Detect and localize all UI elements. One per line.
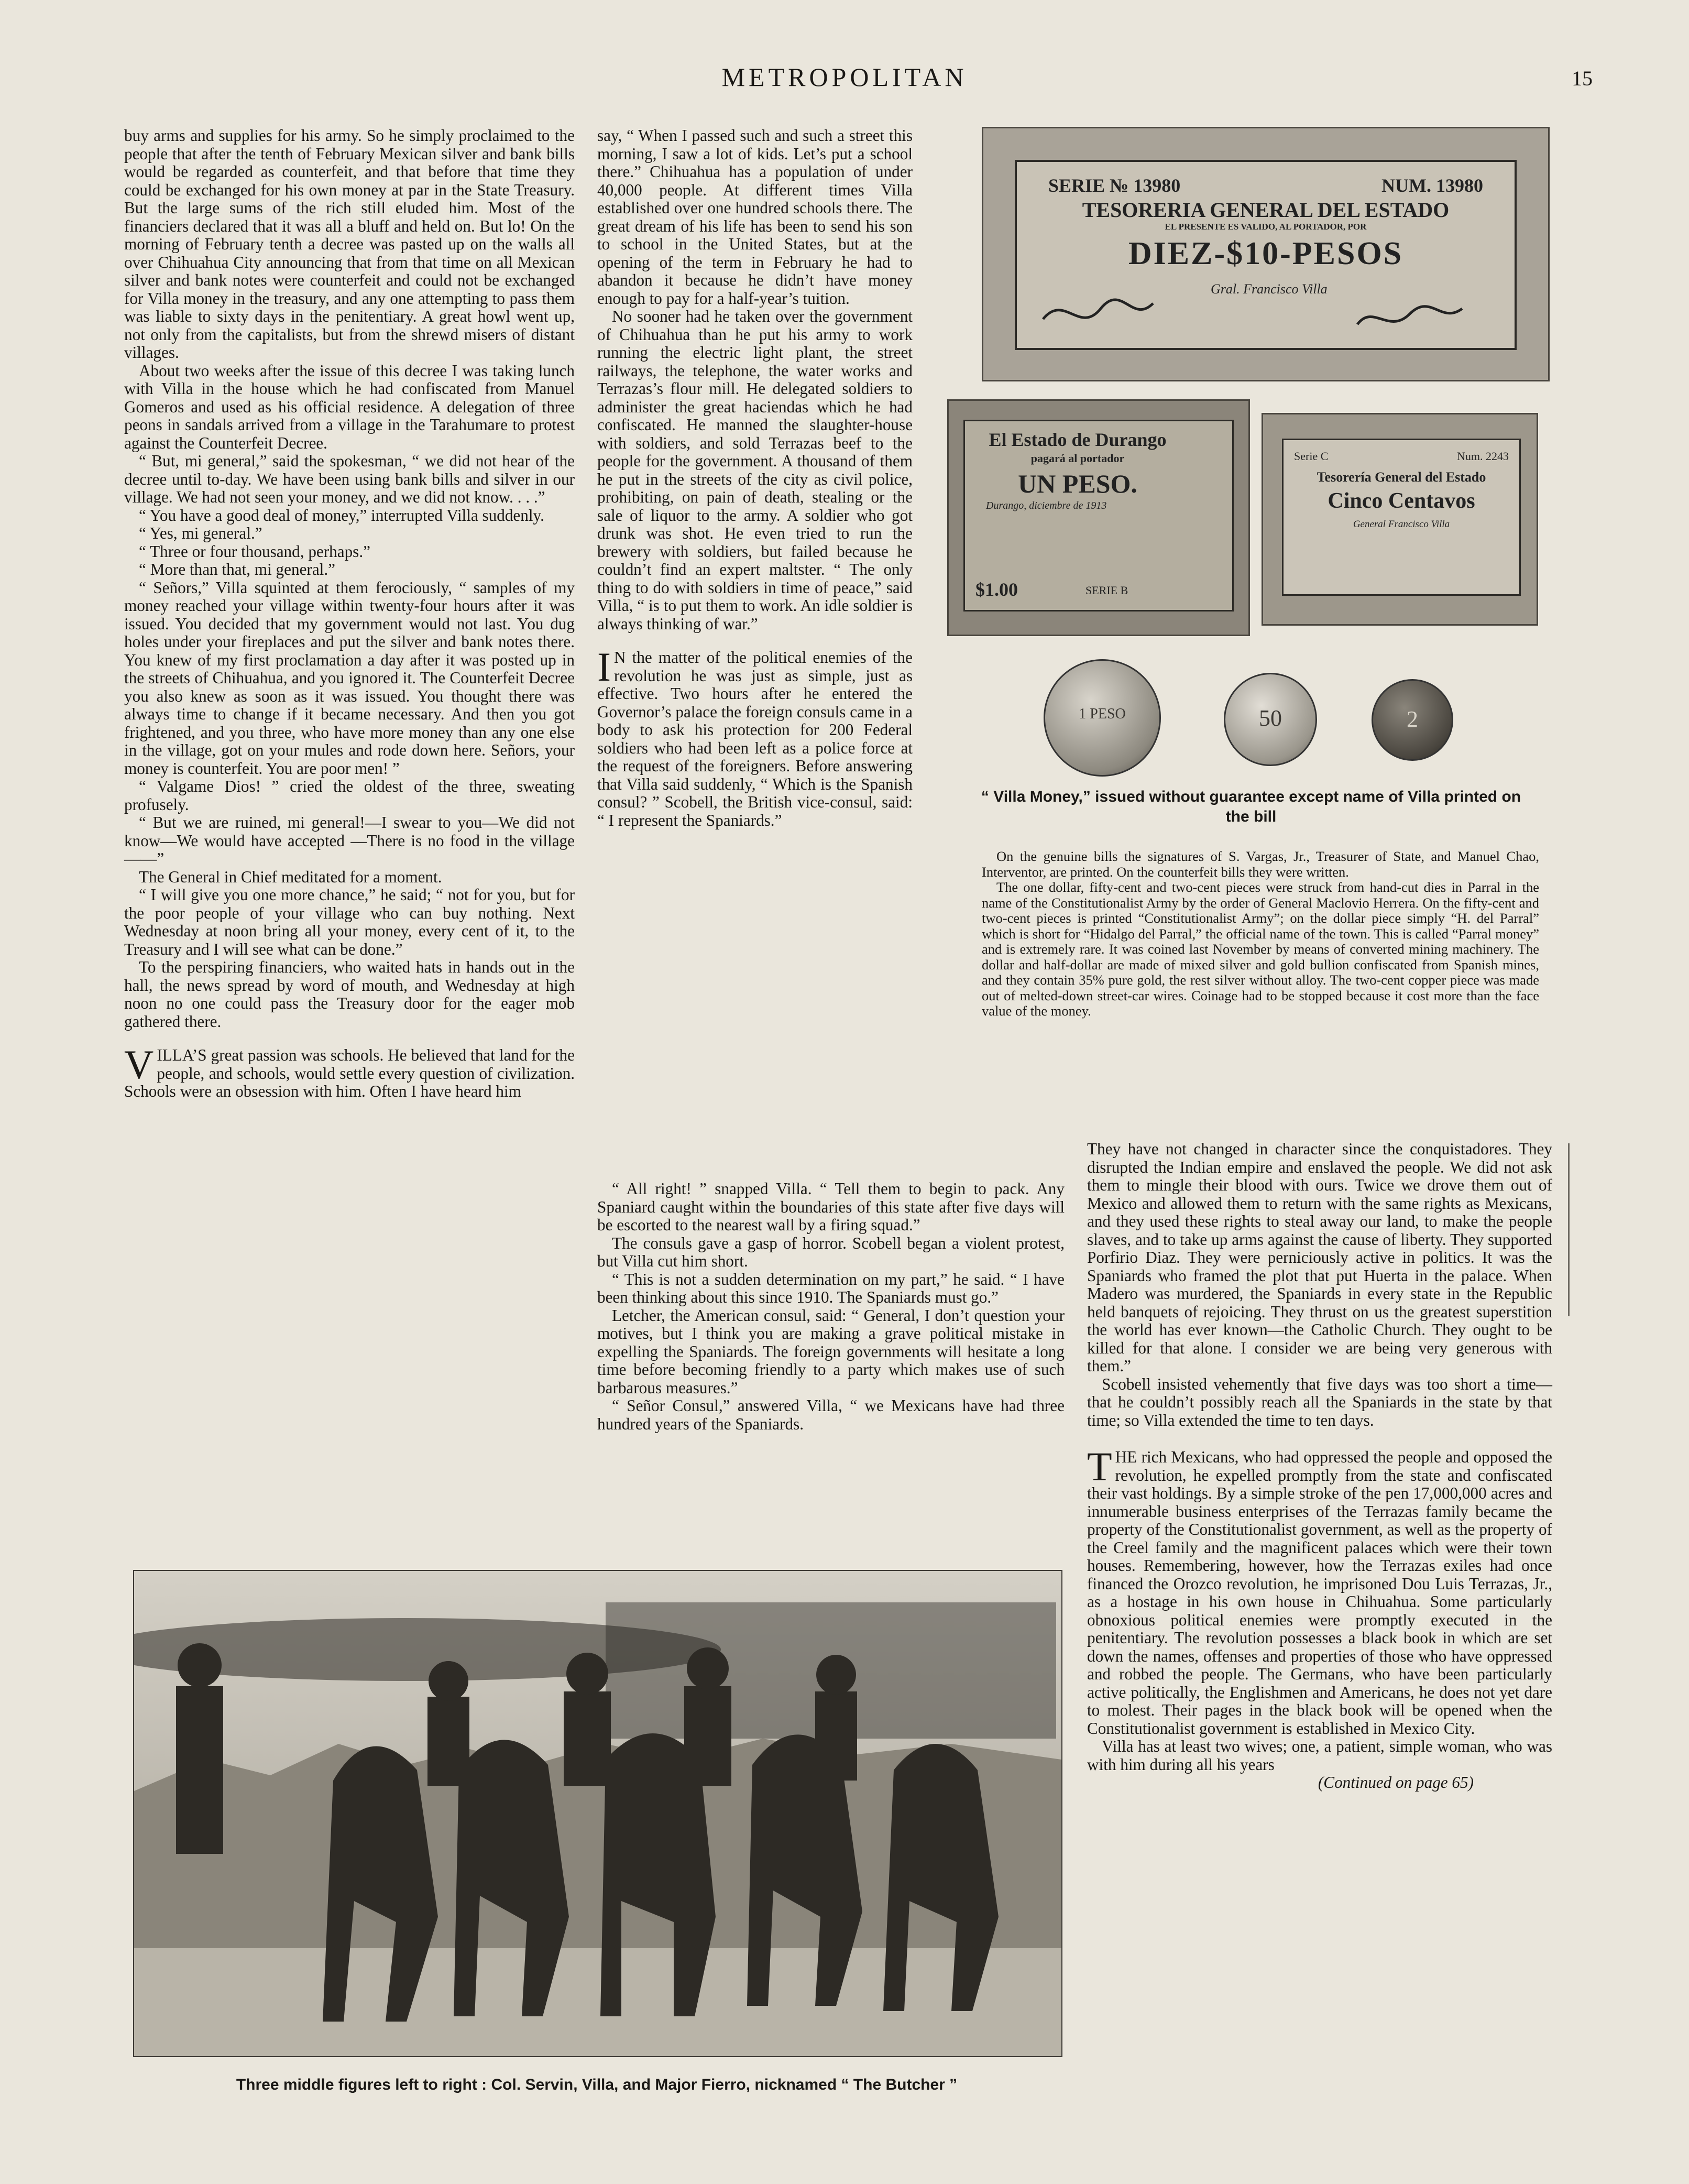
margin-mark (1568, 1143, 1570, 1316)
paragraph: About two weeks after the issue of this decree I was taking lunch with Villa in the house which he had confiscated from Manuel Gomeros and used as his official residence. A delegation of three peons in sandals arrived from a village in the Tarahumare to protest against the Counterfeit Decree. (124, 361, 575, 452)
paragraph: Letcher, the American consul, said: “ General, I don’t question your motives, but I think you are making a grave political mistake in expelling the Spaniards. The foreign governments will hesitate a long time before becoming friendly to a party which makes use of such barbarous measures.” (597, 1306, 1065, 1397)
column-left (124, 127, 575, 1101)
bill-num-label: NUM. (1381, 175, 1431, 196)
column-middle-continued (597, 1180, 1065, 1433)
bill-centavos-image (1262, 413, 1538, 626)
continued-note: (Continued on page 65) (1318, 1773, 1474, 1792)
coin-label: 50 (1259, 705, 1282, 731)
signature-scrawls (1033, 288, 1499, 340)
paragraph: “ Yes, mi general.” (139, 524, 262, 542)
drop-cap: T (1087, 1444, 1112, 1489)
bill-num-number: 13980 (1436, 175, 1483, 196)
page-number: 15 (1572, 67, 1593, 90)
paragraph: “ Señor Consul,” answered Villa, “ we Mexicans have had three hundred years of the Spaniards. (597, 1396, 1065, 1433)
paragraph: “ But, mi general,” said the spokesman, “ we did not hear of the decree until to-day. We have been using bank bills and silver in our village. We had not seen your money, and we did not know. . . .” (124, 452, 575, 506)
paragraph: say, “ When I passed such and such a street this morning, I saw a lot of kids. Let’s put a school there.” Chihuahua has a population of under 40,000 people. At different times Villa established over one hundred schools there. The great dream of his life has been to send his son to school in the United States, but at the opening of the term in February he had to abandon it because he didn’t have money enough to pay for a half-year’s tuition. (597, 126, 913, 308)
bill-durango-issuer: El Estado de Durango (989, 429, 1167, 450)
bill-centavos-signature-name: General Francisco Villa (1353, 519, 1450, 530)
bill-denomination: DIEZ-$10-PESOS (1128, 236, 1403, 271)
paragraph: “ Three or four thousand, perhaps.” (139, 542, 370, 561)
bill-durango-value: $1.00 (975, 579, 1018, 600)
paragraph: “ Señors,” Villa squinted at them ferociously, “ samples of my money reached your village within twenty-four hours after it was issued. You decided that my government would not last. You dug holes under your fireplaces and put the silver and bank notes there. You knew of my first proclamation a day after it was posted up in the streets of Chihuahua, and you ignored it. The Counterfeit Decree you also knew as soon as it was issued. You thought there was always time to change if it became necessary. And then you got frightened, and you three, who have more money than any one else in the village, got on your mules and rode down here. Señors, your money is counterfeit. You are poor men! ” (124, 578, 575, 778)
bill-centavos-issuer: Tesorería General del Estado (1317, 469, 1486, 485)
bill-durango-place: Durango, diciembre de 1913 (986, 500, 1107, 511)
bill-issuer: TESORERIA GENERAL DEL ESTADO (1082, 198, 1450, 222)
bill-serie-number: 13980 (1133, 175, 1181, 196)
paragraph: “ All right! ” snapped Villa. “ Tell them to begin to pack. Any Spaniard caught within the boundaries of this state after five days will be escorted to the nearest wall by a firing squad.” (597, 1180, 1065, 1234)
bill-durango-denomination: UN PESO. (1018, 469, 1137, 498)
bill-serie-label: SERIE № (1048, 175, 1129, 196)
paragraph: To the perspiring financiers, who waited hats in hands out in the hall, the news spread by word of mouth, and Wednesday at high noon no one could pass the Treasury door for the eager mob gathered there. (124, 958, 575, 1031)
bill-centavos-denomination: Cinco Centavos (1328, 489, 1475, 513)
section-text: ILLA’S great passion was schools. He believed that land for the people, and schools, would settle every question of civilization. Schools were an obsession with him. Often I have heard him (124, 1046, 575, 1100)
bill-durango-serie: SERIE B (1085, 584, 1128, 597)
paragraph: buy arms and supplies for his army. So he simply proclaimed to the people that after the tenth of February Mexican silver and bank bills would be regarded as counterfeit, and that before that time they could be exchanged for his own money at par in the State Treasury. But the large sums of the rich still eluded him. Most of the financiers declared that it was all a bluff and held on. But lo! On the morning of February tenth a decree was pasted up on the walls all over Chihuahua City announcing that from that time on all Mexican silver and bank notes were counterfeit and could not be exchanged for Villa money in the treasury, and any one attempting to pass them was liable to sixty days in the penitentiary. A great howl went up, not only from the capitalists, but from the shrewd misers of distant villages. (124, 126, 575, 362)
riders-silhouette (134, 1571, 1061, 2056)
paragraph: No sooner had he taken over the government of Chihuahua than he put his army to work running the electric light plant, the street railways, the telephone, the water works and Terrazas’s flour mill. He delegated soldiers to administer the great haciendas which he had confiscated. He manned the slaughter-house with soldiers, and sold Terrazas beef to the people for the government. A thousand of them he put in the streets of the city as civil police, prohibiting, on pain of death, stealing or the sale of liquor to the army. A soldier who got drunk was shot. He even tried to run the brewery with soldiers, but failed because he couldn’t find an expert maltster. “ The only thing to do with soldiers in time of peace,” said Villa, “ is to put them to work. An idle soldier is always thinking of war.” (597, 307, 913, 633)
paragraph: The consuls gave a gasp of horror. Scobell began a violent protest, but Villa cut him short. (597, 1233, 1065, 1270)
paragraph: “ You have a good deal of money,” interrupted Villa suddenly. (139, 506, 544, 525)
bill-centavos-serie: Serie C (1294, 450, 1329, 463)
money-notes (982, 849, 1539, 1019)
paragraph: “ But we are ruined, mi general!—I swear to you—We did not know—We would have accepted —There is no food in the village——” (124, 813, 575, 868)
coin-label: 2 (1407, 706, 1418, 732)
coin-fifty-image (1224, 673, 1317, 766)
paragraph: Scobell insisted vehemently that five days was too short a time—that he couldn’t possibly reach all the Spaniards in the state by that time; so Villa extended the time to ten days. (1087, 1374, 1552, 1429)
section-text: HE rich Mexicans, who had oppressed the people and opposed the revolution, he expelled promptly from the state and confiscated their vast holdings. By a simple stroke of the pen 17,000,000 acres and innumerable business enterprises of the Terrazas family became the property of the Constitutionalist government, as well as the property of the Creel family and the magnificent palaces which were their town houses. Remembering, however, how the Terrazas exiles had once financed the Orozco revolution, he imprisoned Dou Luis Terrazas, Jr., as a hostage in his own house in Chihuahua. Some particularly obnoxious political enemies were promptly executed in the penitentiary. The revolution possesses a black book in which are set down the names, offenses and properties of those who have oppressed and robbed the people. The Germans, who have been particularly active politically, the Englishmen and Americans, he does not yet dare to molest. Their pages in the black book will be opened when the Constitutionalist government is established in Mexico City. (1087, 1448, 1552, 1738)
paragraph: The General in Chief meditated for a moment. (139, 867, 442, 886)
drop-cap: V (124, 1042, 154, 1087)
coin-two-cent-image (1372, 679, 1453, 761)
column-right (1087, 1140, 1552, 1792)
column-middle (597, 127, 913, 829)
section-text: N the matter of the political enemies of the revolution he was just as simple, just as effective. Two hours after he entered the Governor’s palace the foreign consuls came in a body to ask his protection for 200 Federal soldiers who had been left as a police force at the request of the foreigners. Before answering that Villa said suddenly, “ Which is the Spanish consul? ” Scobell, the British vice-consul, said: “ I represent the Spaniards.” (597, 648, 913, 829)
paragraph: They have not changed in character since the conquistadores. They disrupted the Indian empire and enslaved the people. We did not ask them to mingle their blood with ours. Twice we drove them out of Mexico and allowed them to return with the same rights as Mexicans, and they used these rights to steal away our land, to make the people slaves, and to take up arms against the cause of liberty. They supported Porfirio Diaz. They were perniciously active in politics. It was the Spaniards who framed the plot that put Huerta in the palace. When Madero was murdered, the Spaniards in every state in the Republic held banquets of rejoicing. They thrust on us the greatest superstition the world has ever known—the Catholic Church. They ought to be killed for that alone. I consider we are being very generous with them.” (1087, 1140, 1552, 1375)
bill-durango-image (947, 399, 1250, 636)
paragraph: “ More than that, mi general.” (139, 560, 335, 578)
section-opening (124, 1042, 575, 1101)
paragraph: Villa has at least two wives; one, a patient, simple woman, who was with him during all his years (1087, 1737, 1552, 1774)
bill-centavos-num: Num. 2243 (1457, 450, 1509, 463)
note-paragraph: On the genuine bills the signatures of S. Vargas, Jr., Treasurer of State, and Manuel Chao, Interventor, are printed. On the counterfeit bills they were written. (982, 848, 1539, 880)
bill-ten-pesos-image (982, 127, 1550, 381)
bill-durango-line: pagará al portador (1030, 452, 1125, 465)
coin-label: 1 PESO (1079, 706, 1126, 722)
section-opening (597, 644, 913, 829)
bill-small-line: EL PRESENTE ES VALIDO, AL PORTADOR, POR (1165, 222, 1367, 232)
money-caption: “ Villa Money,” issued without guarantee except name of Villa printed on the bill (981, 788, 1521, 825)
cavalry-photograph (133, 1570, 1062, 2057)
section-opening (1087, 1444, 1552, 1738)
bill-signature-name: Gral. Francisco Villa (1211, 281, 1328, 297)
note-paragraph: The one dollar, fifty-cent and two-cent pieces were struck from hand-cut dies in Parral in the name of the Constitutionalist Army by the order of General Maclovio Herrera. On the fifty-cent and two-cent pieces is printed “Constitutionalist Army”; on the dollar piece simply “H. del Parral” which is short for “Hidalgo del Parral,” the official name of the town. This is called “Parral money” and is extremely rare. It was coined last November by means of converted mining machinery. The dollar and half-dollar are made of mixed silver and gold bullion confiscated from Spanish mines, and they contain 35% pure gold, the rest silver without alloy. The two-cent copper piece was made out of melted-down street-car wires. Coinage had to be stopped because it cost more than the face value of the money. (982, 879, 1539, 1019)
paragraph: “ Valgame Dios! ” cried the oldest of the three, sweating profusely. (124, 777, 575, 814)
coin-one-peso-image (1044, 659, 1161, 777)
paragraph: “ I will give you one more chance,” he said; “ not for you, but for the poor people of your village who can buy nothing. Next Wednesday at noon bring all your money, every cent of it, to the Treasury and I will see what can be done.” (124, 886, 575, 958)
paragraph: “ This is not a sudden determination on my part,” he said. “ I have been thinking about this since 1910. The Spaniards must go.” (597, 1270, 1065, 1306)
masthead: METROPOLITAN (721, 62, 968, 92)
drop-cap: I (597, 644, 611, 690)
photo-caption: Three middle figures left to right : Col. Servin, Villa, and Major Fierro, nicknamed “ The Butcher ” (236, 2076, 958, 2093)
